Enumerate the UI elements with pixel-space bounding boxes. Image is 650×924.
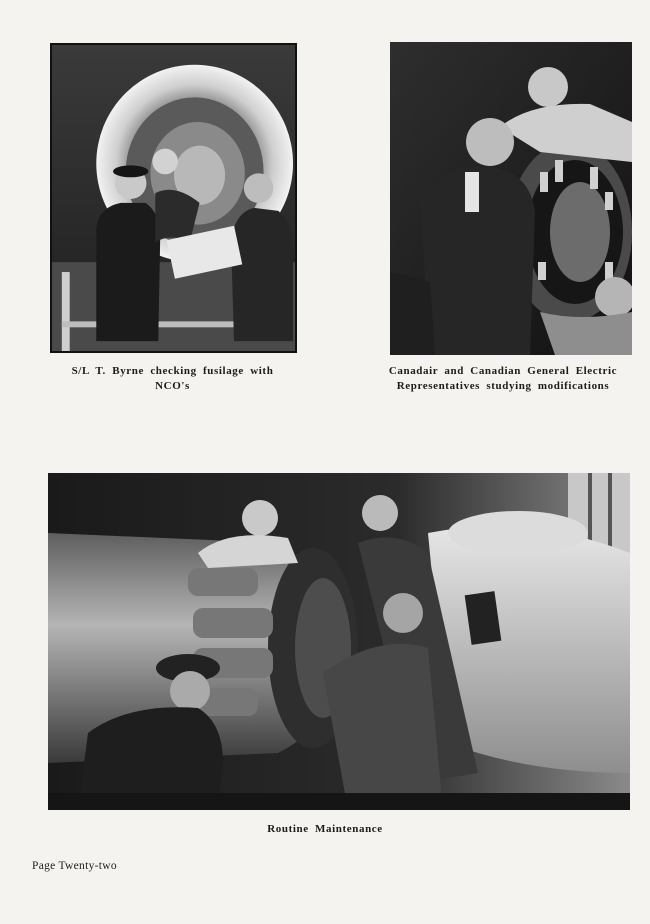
caption-line: Routine Maintenance xyxy=(267,823,383,835)
caption-routine-maintenance xyxy=(200,822,450,837)
caption-engine-representatives xyxy=(372,364,634,394)
caption-fuselage-inspection xyxy=(50,364,295,394)
photo-fuselage-inspection xyxy=(50,43,297,353)
photo-routine-maintenance xyxy=(48,473,630,810)
caption-line: Canadair and Canadian General Electric xyxy=(388,365,618,377)
caption-line: Representatives studying modifications xyxy=(396,380,610,392)
caption-line: NCO's xyxy=(155,380,190,392)
page-number: Page Twenty-two xyxy=(32,860,117,872)
photo-engine-representatives xyxy=(390,42,632,355)
caption-line: S/L T. Byrne checking fusilage with xyxy=(71,365,274,377)
